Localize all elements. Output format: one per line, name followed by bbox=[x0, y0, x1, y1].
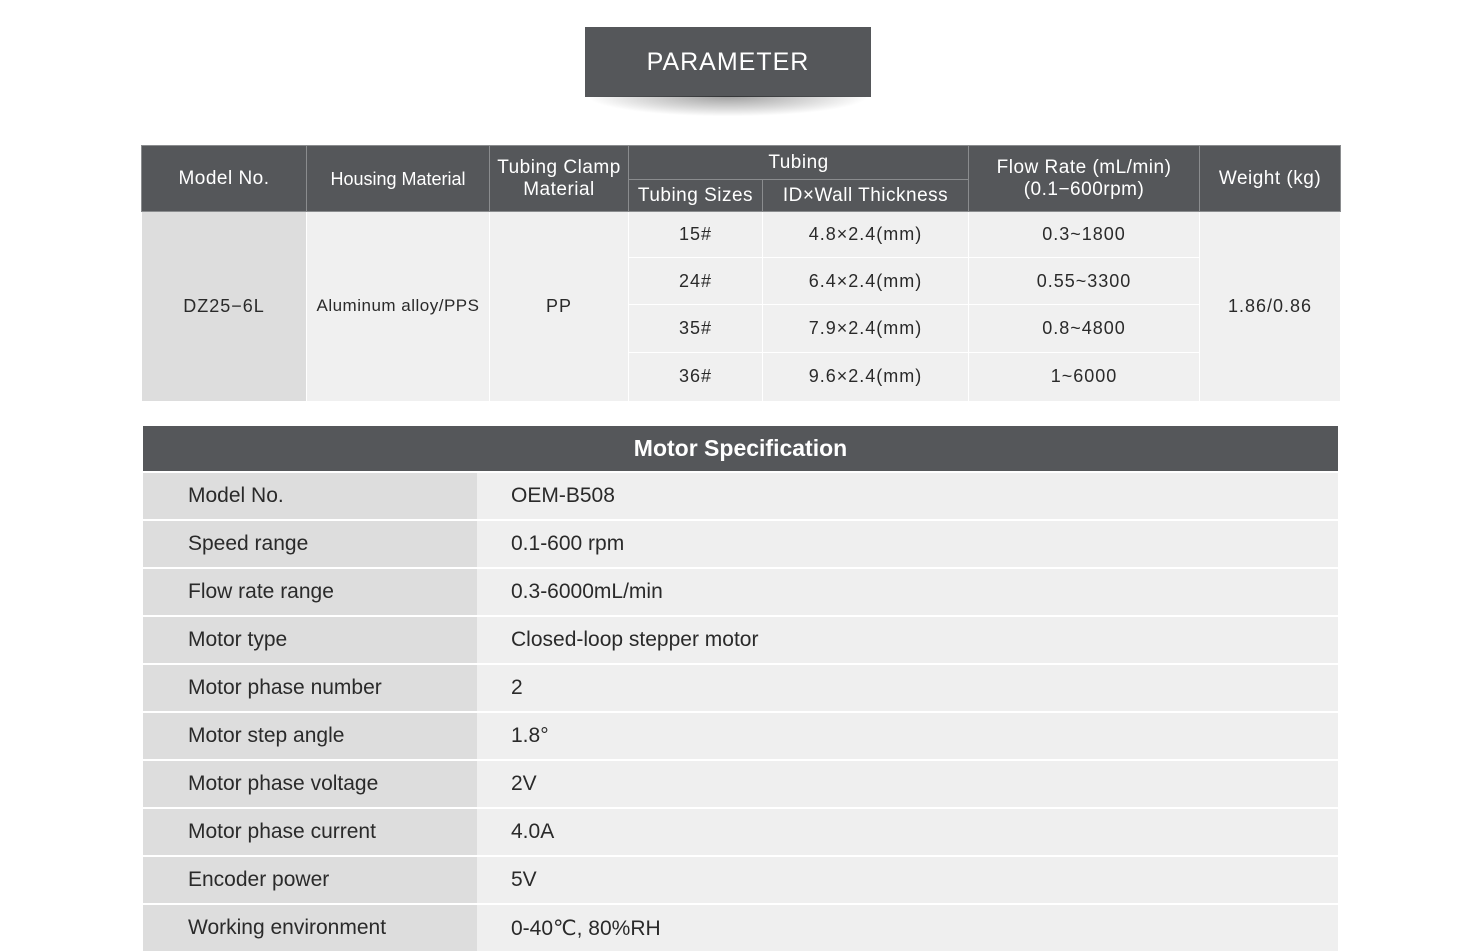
cell-tubing-clamp-material: PP bbox=[490, 212, 629, 401]
header-flow-rate-line1: Flow Rate (mL/min) bbox=[996, 156, 1172, 178]
spec-label-motor-phase-number: Motor phase number bbox=[143, 664, 477, 712]
cell-housing-material: Aluminum alloy/PPS bbox=[307, 212, 490, 401]
spec-value-motor-step-angle: 1.8° bbox=[477, 712, 1338, 760]
header-flow-rate bbox=[969, 146, 1200, 212]
header-weight: Weight (kg) bbox=[1200, 146, 1341, 212]
cell-weight: 1.86/0.86 bbox=[1200, 212, 1341, 401]
spec-value-model-no: OEM-B508 bbox=[477, 472, 1338, 520]
header-housing-material: Housing Material bbox=[307, 146, 490, 212]
spec-label-flow-rate-range: Flow rate range bbox=[143, 568, 477, 616]
spec-value-encoder-power: 5V bbox=[477, 856, 1338, 904]
spec-value-flow-rate-range: 0.3-6000mL/min bbox=[477, 568, 1338, 616]
parameter-table bbox=[141, 145, 1341, 401]
header-tubing-sizes: Tubing Sizes bbox=[629, 180, 763, 212]
spec-label-motor-step-angle: Motor step angle bbox=[143, 712, 477, 760]
cell-tubing-size: 36# bbox=[629, 353, 763, 401]
cell-flow-rate: 1~6000 bbox=[969, 353, 1200, 401]
parameter-banner bbox=[585, 27, 871, 97]
header-flow-rate-line2: (0.1−600rpm) bbox=[1023, 178, 1145, 200]
cell-flow-rate: 0.3~1800 bbox=[969, 212, 1200, 258]
cell-id-wall: 4.8×2.4(mm) bbox=[763, 212, 969, 258]
spec-value-motor-type: Closed-loop stepper motor bbox=[477, 616, 1338, 664]
banner-shadow bbox=[590, 96, 866, 116]
cell-tubing-size: 24# bbox=[629, 258, 763, 305]
spec-value-motor-phase-current: 4.0A bbox=[477, 808, 1338, 856]
cell-id-wall: 7.9×2.4(mm) bbox=[763, 305, 969, 353]
spec-label-motor-phase-voltage: Motor phase voltage bbox=[143, 760, 477, 808]
spec-label-motor-phase-current: Motor phase current bbox=[143, 808, 477, 856]
cell-model-no: DZ25−6L bbox=[142, 212, 307, 401]
spec-label-speed-range: Speed range bbox=[143, 520, 477, 568]
cell-flow-rate: 0.55~3300 bbox=[969, 258, 1200, 305]
header-tubing: Tubing bbox=[629, 146, 969, 180]
motor-spec-title: Motor Specification bbox=[143, 426, 1338, 472]
header-model-no: Model No. bbox=[142, 146, 307, 212]
spec-label-model-no: Model No. bbox=[143, 472, 477, 520]
spec-label-encoder-power: Encoder power bbox=[143, 856, 477, 904]
spec-label-working-environment: Working environment bbox=[143, 904, 477, 951]
spec-value-motor-phase-voltage: 2V bbox=[477, 760, 1338, 808]
banner-title: PARAMETER bbox=[646, 47, 810, 76]
cell-flow-rate: 0.8~4800 bbox=[969, 305, 1200, 353]
spec-value-motor-phase-number: 2 bbox=[477, 664, 1338, 712]
spec-value-speed-range: 0.1-600 rpm bbox=[477, 520, 1338, 568]
motor-spec-table bbox=[143, 426, 1338, 951]
header-tubing-clamp-line2: Material bbox=[523, 178, 595, 200]
header-id-wall-thickness: ID×Wall Thickness bbox=[763, 180, 969, 212]
spec-value-working-environment: 0-40℃, 80%RH bbox=[477, 904, 1338, 951]
cell-tubing-size: 35# bbox=[629, 305, 763, 353]
cell-id-wall: 6.4×2.4(mm) bbox=[763, 258, 969, 305]
cell-id-wall: 9.6×2.4(mm) bbox=[763, 353, 969, 401]
cell-tubing-size: 15# bbox=[629, 212, 763, 258]
header-tubing-clamp-line1: Tubing Clamp bbox=[497, 156, 621, 178]
header-tubing-clamp-material bbox=[490, 146, 629, 212]
spec-label-motor-type: Motor type bbox=[143, 616, 477, 664]
